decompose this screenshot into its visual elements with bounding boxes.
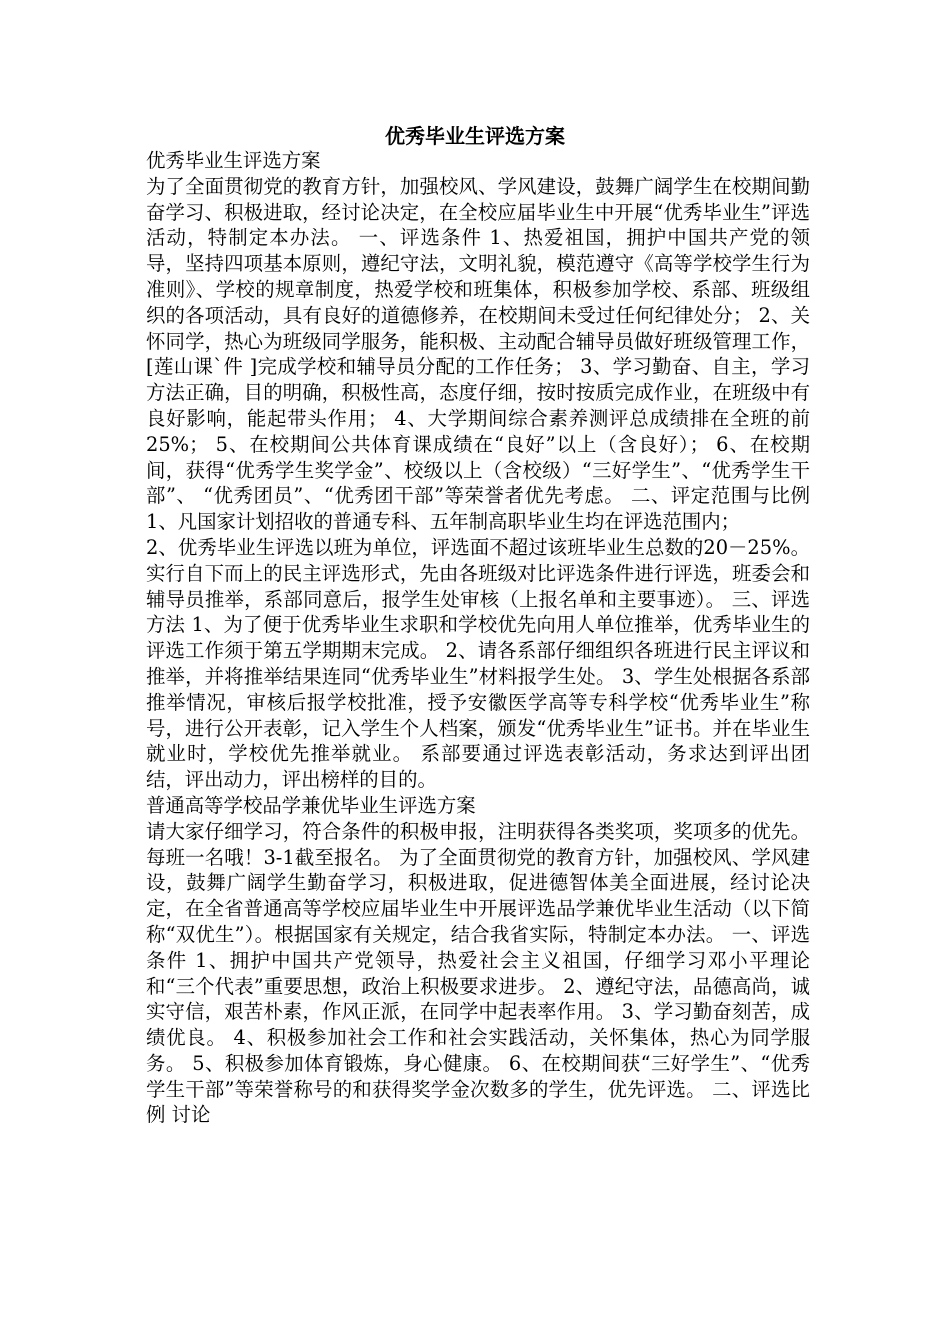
paragraph: 请大家仔细学习，符合条件的积极申报，注明获得各类奖项，奖项多的优先。 每班一名哦！3-1截至报名。 为了全面贯彻党的教育方针，加强校风、学风建设，鼓舞广阔学生勤奋学习，积极进取，促进德智体美全面进展，经讨论决定，在全省普通高等学校应届毕业生中开展评选品学兼优毕业生活动（以下简称“双优生”）。根据国家有关规定，结合我省实际，特制定本办法。 一、评选条件 1、拥护中国共产党领导，热爱社会主义祖国，仔细学习邓小平理论和“三个代表”重要思想，政治上积极要求进步。 2、遵纪守法，品德高尚，诚实守信，艰苦朴素，作风正派，在同学中起表率作用。 3、学习勤奋刻苦，成绩优良。 4、积极参加社会工作和社会实践活动，关怀集体，热心为同学服务。 5、积极参加体育锻炼，身心健康。 6、在校期间获“三好学生”、“优秀学生干部”等荣誉称号的和获得奖学金次数多的学生，优先评选。 二、评选比例 讨论 [146,819,810,1127]
section-heading: 普通高等学校品学兼优毕业生评选方案 [146,793,476,817]
paragraph: 2、优秀毕业生评选以班为单位，评选面不超过该班毕业生总数的20－25%。实行自下而上的民主评选形式，先由各班级对比评选条件进行评选，班委会和辅导员推举，系部同意后，报学生处审核（上报名单和主要事迹）。 三、评选方法 1、为了便于优秀毕业生求职和学校优先向用人单位推举，优秀毕业生的评选工作须于第五学期期末完成。 2、请各系部仔细组织各班进行民主评议和推举，并将推举结果连同“优秀毕业生”材料报学生处。 3、学生处根据各系部推举情况，审核后报学校批准，授予安徽医学高等专科学校“优秀毕业生”称号，进行公开表彰，记入学生个人档案，颁发“优秀毕业生”证书。并在毕业生就业时，学校优先推举就业。 系部要通过评选表彰活动，务求达到评出团结，评出动力，评出榜样的目的。 [146,535,810,792]
document-subtitle: 优秀毕业生评选方案 [146,149,321,172]
paragraph: 为了全面贯彻党的教育方针，加强校风、学风建设，鼓舞广阔学生在校期间勤奋学习、积极进取，经讨论决定，在全校应届毕业生中开展“优秀毕业生”评选活动，特制定本办法。 一、评选条件 1、热爱祖国，拥护中国共产党的领导，坚持四项基本原则，遵纪守法，文明礼貌，模范遵守《高等学校学生行为准则》、学校的规章制度，热爱学校和班集体，积极参加学校、系部、班级组织的各项活动，具有良好的道德修养，在校期间未受过任何纪律处分； 2、关怀同学，热心为班级同学服务，能积极、主动配合辅导员做好班级管理工作，[莲山课`件 ]完成学校和辅导员分配的工作任务； 3、学习勤奋、自主，学习方法正确，目的明确，积极性高，态度仔细，按时按质完成作业，在班级中有良好影响，能起带头作用； 4、大学期间综合素养测评总成绩排在全班的前25%； 5、在校期间公共体育课成绩在“良好”以上（含良好）； 6、在校期间，获得“优秀学生奖学金”、校级以上（含校级）“三好学生”、“优秀学生干部”、 “优秀团员”、“优秀团干部”等荣誉者优先考虑。 二、评定范围与比例 1、凡国家计划招收的普通专科、五年制高职毕业生均在评选范围内； [146,174,810,534]
document-title: 优秀毕业生评选方案 [385,124,565,148]
document-body [146,148,810,1128]
